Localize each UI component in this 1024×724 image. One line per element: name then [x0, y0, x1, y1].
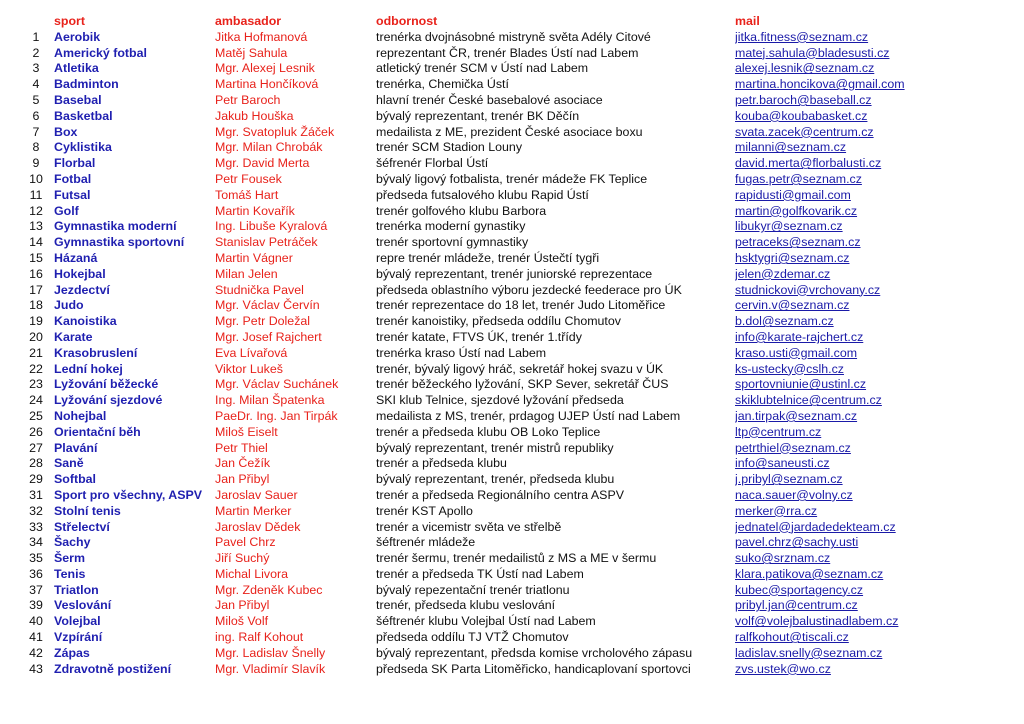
mail-cell — [735, 93, 975, 109]
expertise-text: bývalý reprezentant, trenér BK Děčín — [376, 108, 580, 123]
sport-name: Americký fotbal — [54, 45, 147, 60]
mail-cell — [735, 535, 975, 551]
ambassador-name: Martina Hončíková — [215, 77, 319, 92]
row-number: 39 — [29, 598, 43, 613]
table-row — [22, 535, 975, 551]
ambassador-name: Martin Merker — [215, 503, 292, 518]
ambassador-name: Mgr. Alexej Lesnik — [215, 61, 315, 76]
table-row — [22, 504, 975, 520]
expertise-text: bývalý ligový fotbalista, trenér mádeže FK Teplice — [376, 171, 648, 186]
expertise-text: trenér, předseda klubu veslování — [376, 598, 556, 613]
table-row — [22, 267, 975, 283]
table-row — [22, 393, 975, 409]
expertise-text: trenér, bývalý ligový hráč, sekretář hokej svazu v ÚK — [376, 361, 664, 376]
ambassador-name: Miloš Eiselt — [215, 424, 278, 439]
mail-cell — [735, 393, 975, 409]
email-link[interactable]: pribyl.jan@centrum.cz — [735, 598, 858, 613]
row-number: 17 — [29, 282, 43, 297]
email-link[interactable]: rapidusti@gmail.com — [735, 187, 851, 202]
email-link[interactable]: studnickovi@vrchovany.cz — [735, 282, 881, 297]
row-number: 37 — [29, 582, 43, 597]
email-link[interactable]: jan.tirpak@seznam.cz — [735, 408, 858, 423]
row-number: 10 — [29, 171, 43, 186]
ambassador-table — [22, 14, 975, 677]
row-number: 16 — [29, 266, 43, 281]
email-link[interactable]: ltp@centrum.cz — [735, 424, 822, 439]
row-number: 11 — [29, 187, 43, 202]
row-number: 29 — [29, 472, 43, 487]
email-link[interactable]: sportovniunie@ustinl.cz — [735, 377, 867, 392]
sport-name: Golf — [54, 203, 79, 218]
table-row — [22, 520, 975, 536]
email-link[interactable]: petraceks@seznam.cz — [735, 235, 861, 250]
expertise-text: trenér a předseda klubu OB Loko Teplice — [376, 424, 601, 439]
row-number: 7 — [32, 124, 40, 139]
ambassador-name: Matěj Sahula — [215, 45, 288, 60]
table-row — [22, 77, 975, 93]
row-number: 14 — [29, 235, 43, 250]
table-row — [22, 425, 975, 441]
expertise-text: trenér a předseda klubu — [376, 456, 507, 471]
sport-name: Cyklistika — [54, 140, 112, 155]
expertise-text: trenér a předseda Regionálního centra ASPV — [376, 487, 624, 502]
ambassador-name: Ing. Milan Špatenka — [215, 393, 325, 408]
expertise-text: medailista z MS, trenér, prdagog UJEP Ústí nad Labem — [376, 408, 681, 423]
ambassador-name: Mgr. Josef Rajchert — [215, 329, 322, 344]
mail-cell — [735, 267, 975, 283]
table-row — [22, 472, 975, 488]
table-row — [22, 377, 975, 393]
sport-name: Krasobruslení — [54, 345, 138, 360]
sport-name: Šerm — [54, 551, 85, 566]
table-row — [22, 109, 975, 125]
expertise-text: hlavní trenér České basebalové asociace — [376, 92, 603, 107]
email-link[interactable]: ks-ustecky@cslh.cz — [735, 361, 844, 376]
email-link[interactable]: info@saneusti.cz — [735, 456, 830, 471]
table-row — [22, 93, 975, 109]
ambassador-name: Jitka Hofmanová — [215, 29, 308, 44]
mail-cell — [735, 646, 975, 662]
table-row — [22, 630, 975, 646]
sport-name: Gymnastika moderní — [54, 219, 177, 234]
mail-cell — [735, 283, 975, 299]
expertise-text: trenérka kraso Ústí nad Labem — [376, 345, 547, 360]
row-number: 20 — [29, 329, 43, 344]
mail-cell — [735, 172, 975, 188]
sport-name: Gymnastika sportovní — [54, 235, 185, 250]
row-number: 31 — [29, 487, 43, 502]
email-link[interactable]: volf@volejbalustinadlabem.cz — [735, 614, 899, 629]
row-number: 13 — [29, 219, 43, 234]
sport-name: Plavání — [54, 440, 98, 455]
mail-cell — [735, 551, 975, 567]
email-link[interactable]: ralfkohout@tiscali.cz — [735, 630, 849, 645]
ambassador-name: Pavel Chrz — [215, 535, 276, 550]
email-link[interactable]: b.dol@seznam.cz — [735, 314, 834, 329]
row-number: 15 — [29, 250, 43, 265]
email-link[interactable]: matej.sahula@bladesusti.cz — [735, 45, 890, 60]
ambassador-name: Mgr. Petr Doležal — [215, 314, 311, 329]
email-link[interactable]: kubec@sportagency.cz — [735, 582, 864, 597]
table-row — [22, 456, 975, 472]
mail-cell — [735, 472, 975, 488]
expertise-text: šéftrenér klubu Volejbal Ústí nad Labem — [376, 614, 596, 629]
email-link[interactable]: kouba@koubabasket.cz — [735, 108, 868, 123]
ambassador-name: PaeDr. Ing. Jan Tirpák — [215, 408, 338, 423]
sport-name: Hokejbal — [54, 266, 106, 281]
expertise-text: trenér a vicemistr světa ve střelbě — [376, 519, 562, 534]
expertise-text: předseda SK Parta Litoměřicko, handicaplovaní sportovci — [376, 661, 691, 676]
row-number: 26 — [29, 424, 43, 439]
table-row — [22, 551, 975, 567]
sport-name: Střelectví — [54, 519, 110, 534]
expertise-text: trenér katate, FTVS ÚK, trenér 1.třídy — [376, 329, 582, 344]
sport-name: Lyžování běžecké — [54, 377, 159, 392]
expertise-text: reprezentant ČR, trenér Blades Ústí nad Labem — [376, 45, 639, 60]
email-link[interactable]: hsktygri@seznam.cz — [735, 250, 850, 265]
expertise-text: předseda oblastního výboru jezdecké feederace pro ÚK — [376, 282, 682, 297]
mail-cell — [735, 156, 975, 172]
expertise-text: bývalý reprezentant, trenér, předseda klubu — [376, 472, 615, 487]
table-row — [22, 156, 975, 172]
mail-cell — [735, 77, 975, 93]
sport-name: Volejbal — [54, 614, 101, 629]
row-number: 40 — [29, 614, 43, 629]
row-number: 34 — [29, 535, 43, 550]
mail-cell — [735, 425, 975, 441]
header-expertise: odbornost — [376, 14, 438, 28]
expertise-text: atletický trenér SCM v Ústí nad Labem — [376, 61, 589, 76]
sport-name: Saně — [54, 456, 84, 471]
row-number: 21 — [29, 345, 43, 360]
mail-cell — [735, 409, 975, 425]
row-number: 43 — [29, 661, 43, 676]
email-link[interactable]: j.pribyl@seznam.cz — [735, 472, 843, 487]
email-link[interactable]: alexej.lesnik@seznam.cz — [735, 61, 875, 76]
sport-name: Lyžování sjezdové — [54, 393, 163, 408]
expertise-text: bývalý reprezentant, trenér mistrů republiky — [376, 440, 614, 455]
ambassador-name: Mgr. Václav Červín — [215, 298, 320, 313]
table-row — [22, 188, 975, 204]
table-row — [22, 488, 975, 504]
ambassador-name: Mgr. David Merta — [215, 156, 310, 171]
email-link[interactable]: petr.baroch@baseball.cz — [735, 92, 872, 107]
row-number: 25 — [29, 408, 43, 423]
email-link[interactable]: merker@rra.cz — [735, 503, 818, 518]
row-number: 42 — [29, 645, 43, 660]
table-row — [22, 567, 975, 583]
sport-name: Kanoistika — [54, 314, 117, 329]
ambassador-name: Mgr. Ladislav Šnelly — [215, 645, 326, 660]
ambassador-name: Studnička Pavel — [215, 282, 304, 297]
ambassador-name: Jan Čežík — [215, 456, 271, 471]
ambassador-name: Viktor Lukeš — [215, 361, 283, 376]
sport-name: Futsal — [54, 187, 91, 202]
expertise-text: předseda oddílu TJ VTŽ Chomutov — [376, 630, 569, 645]
row-number: 22 — [29, 361, 43, 376]
row-number: 18 — [29, 298, 43, 313]
email-link[interactable]: kraso.usti@gmail.com — [735, 345, 858, 360]
email-link[interactable]: martina.honcikova@gmail.com — [735, 77, 905, 92]
table-row — [22, 583, 975, 599]
mail-cell — [735, 140, 975, 156]
sport-name: Fotbal — [54, 171, 92, 186]
sport-name: Softbal — [54, 472, 96, 487]
row-number: 19 — [29, 314, 43, 329]
email-link[interactable]: pavel.chrz@sachy.usti — [735, 535, 859, 550]
expertise-text: trenér běžeckého lyžování, SKP Sever, sekretář ČUS — [376, 377, 669, 392]
row-number: 32 — [29, 503, 43, 518]
row-number: 2 — [32, 45, 40, 60]
table-row — [22, 283, 975, 299]
table-row — [22, 125, 975, 141]
ambassador-name: Petr Thiel — [215, 440, 268, 455]
table-row — [22, 346, 975, 362]
expertise-text: předseda futsalového klubu Rapid Ústí — [376, 187, 589, 202]
email-link[interactable]: libukyr@seznam.cz — [735, 219, 843, 234]
table-row — [22, 61, 975, 77]
table-row — [22, 235, 975, 251]
mail-cell — [735, 204, 975, 220]
sport-name: Aerobik — [54, 29, 101, 44]
expertise-text: medailista z ME, prezident České asociace boxu — [376, 124, 643, 139]
expertise-text: repre trenér mládeže, trenér Ústečtí tygři — [376, 250, 600, 265]
mail-cell — [735, 46, 975, 62]
row-number: 1 — [32, 29, 40, 44]
email-link[interactable]: naca.sauer@volny.cz — [735, 487, 853, 502]
email-link[interactable]: jitka.fitness@seznam.cz — [735, 29, 869, 44]
table-row — [22, 140, 975, 156]
row-number: 5 — [32, 92, 40, 107]
mail-cell — [735, 219, 975, 235]
email-link[interactable]: jednatel@jardadedekteam.cz — [735, 519, 896, 534]
ambassador-name: Stanislav Petráček — [215, 235, 318, 250]
expertise-text: bývalý reprezentant, trenér juniorské reprezentace — [376, 266, 653, 281]
table-row — [22, 441, 975, 457]
sport-name: Triatlon — [54, 582, 99, 597]
sport-name: Basebal — [54, 92, 102, 107]
row-number: 12 — [29, 203, 43, 218]
table-row — [22, 204, 975, 220]
mail-cell — [735, 330, 975, 346]
table-row — [22, 330, 975, 346]
ambassador-name: Jaroslav Dědek — [215, 519, 301, 534]
sport-name: Zdravotně postižení — [54, 661, 172, 676]
mail-cell — [735, 456, 975, 472]
expertise-text: bývalý repezentační trenér triatlonu — [376, 582, 570, 597]
email-link[interactable]: david.merta@florbalusti.cz — [735, 156, 882, 171]
header-row — [22, 14, 975, 30]
expertise-text: trenér kanoistiky, předseda oddílu Chomutov — [376, 314, 621, 329]
row-number: 9 — [32, 156, 40, 171]
email-link[interactable]: petrthiel@seznam.cz — [735, 440, 851, 455]
header-sport: sport — [54, 14, 85, 28]
mail-cell — [735, 567, 975, 583]
email-link[interactable]: klara.patikova@seznam.cz — [735, 566, 884, 581]
sport-name: Karate — [54, 329, 93, 344]
mail-cell — [735, 125, 975, 141]
table-row — [22, 314, 975, 330]
table-row — [22, 172, 975, 188]
ambassador-name: Mgr. Václav Suchánek — [215, 377, 339, 392]
row-number: 8 — [32, 140, 40, 155]
expertise-text: trenér šermu, trenér medailistů z MS a ME v šermu — [376, 551, 657, 566]
expertise-text: trenér SCM Stadion Louny — [376, 140, 523, 155]
sport-name: Judo — [54, 298, 84, 313]
mail-cell — [735, 298, 975, 314]
expertise-text: SKI klub Telnice, sjezdové lyžování předseda — [376, 393, 624, 408]
ambassador-name: Jakub Houška — [215, 108, 294, 123]
ambassador-name: Mgr. Svatopluk Žáček — [215, 124, 335, 139]
expertise-text: trenér KST Apollo — [376, 503, 473, 518]
table-row — [22, 598, 975, 614]
table-row — [22, 362, 975, 378]
ambassador-name: Eva Lívařová — [215, 345, 288, 360]
table-row — [22, 298, 975, 314]
ambassador-name: Martin Vágner — [215, 250, 293, 265]
email-link[interactable]: ladislav.snelly@seznam.cz — [735, 645, 883, 660]
mail-cell — [735, 614, 975, 630]
expertise-text: šéftrenér mládeže — [376, 535, 476, 550]
sport-name: Basketbal — [54, 108, 113, 123]
header-ambassador: ambasador — [215, 14, 282, 28]
ambassador-name: Milan Jelen — [215, 266, 278, 281]
email-link[interactable]: cervin.v@seznam.cz — [735, 298, 850, 313]
sport-name: Lední hokej — [54, 361, 123, 376]
table-body — [22, 30, 975, 678]
ambassador-name: Jan Přibyl — [215, 472, 270, 487]
expertise-text: trenérka, Chemička Ústí — [376, 77, 509, 92]
mail-cell — [735, 61, 975, 77]
sport-name: Orientační běh — [54, 424, 141, 439]
header-number — [22, 14, 54, 30]
sport-name: Veslování — [54, 598, 112, 613]
row-number: 27 — [29, 440, 43, 455]
ambassador-name: Mgr. Vladimír Slavík — [215, 661, 326, 676]
mail-cell — [735, 520, 975, 536]
row-number: 35 — [29, 551, 43, 566]
ambassador-name: Tomáš Hart — [215, 187, 279, 202]
row-number: 6 — [32, 108, 40, 123]
table-row — [22, 46, 975, 62]
email-link[interactable]: milanni@seznam.cz — [735, 140, 847, 155]
expertise-text: trenér reprezentace do 18 let, trenér Judo Litoměřice — [376, 298, 666, 313]
ambassador-name: Jiří Suchý — [215, 551, 270, 566]
sport-name: Florbal — [54, 156, 96, 171]
sport-name: Tenis — [54, 566, 86, 581]
mail-cell — [735, 377, 975, 393]
row-number: 28 — [29, 456, 43, 471]
mail-cell — [735, 662, 975, 678]
expertise-text: bývalý reprezentant, předsda komise vrcholového zápasu — [376, 645, 693, 660]
expertise-text: trenér golfového klubu Barbora — [376, 203, 547, 218]
mail-cell — [735, 251, 975, 267]
email-link[interactable]: suko@srznam.cz — [735, 551, 831, 566]
ambassador-name: Miloš Volf — [215, 614, 269, 629]
expertise-text: šéfrenér Florbal Ústí — [376, 156, 489, 171]
ambassador-name: Jan Přibyl — [215, 598, 270, 613]
mail-cell — [735, 504, 975, 520]
table-row — [22, 646, 975, 662]
sport-name: Stolní tenis — [54, 503, 121, 518]
email-link[interactable]: fugas.petr@seznam.cz — [735, 171, 862, 186]
mail-cell — [735, 441, 975, 457]
mail-cell — [735, 488, 975, 504]
mail-cell — [735, 235, 975, 251]
row-number: 36 — [29, 566, 43, 581]
mail-cell — [735, 346, 975, 362]
row-number: 4 — [32, 77, 40, 92]
email-link[interactable]: jelen@zdemar.cz — [735, 266, 831, 281]
row-number: 23 — [29, 377, 43, 392]
table-row — [22, 219, 975, 235]
table-row — [22, 614, 975, 630]
table-row — [22, 662, 975, 678]
email-link[interactable]: info@karate-rajchert.cz — [735, 329, 864, 344]
email-link[interactable]: zvs.ustek@wo.cz — [735, 661, 831, 676]
ambassador-name: ing. Ralf Kohout — [215, 630, 304, 645]
ambassador-name: Michal Livora — [215, 566, 288, 581]
sport-name: Atletika — [54, 61, 99, 76]
sport-name: Jezdectví — [54, 282, 110, 297]
ambassador-name: Mgr. Milan Chrobák — [215, 140, 323, 155]
ambassador-name: Petr Baroch — [215, 92, 281, 107]
ambassador-name: Petr Fousek — [215, 171, 282, 186]
mail-cell — [735, 30, 975, 46]
mail-cell — [735, 598, 975, 614]
mail-cell — [735, 583, 975, 599]
row-number: 3 — [32, 61, 40, 76]
sport-name: Nohejbal — [54, 408, 107, 423]
mail-cell — [735, 109, 975, 125]
row-number: 33 — [29, 519, 43, 534]
sport-name: Šachy — [54, 535, 91, 550]
mail-cell — [735, 188, 975, 204]
ambassador-name: Jaroslav Sauer — [215, 487, 298, 502]
expertise-text: trenérka dvojnásobné mistryně světa Adély Citové — [376, 29, 651, 44]
sport-name: Badminton — [54, 77, 119, 92]
table-row — [22, 30, 975, 46]
sport-name: Vzpírání — [54, 630, 103, 645]
mail-cell — [735, 314, 975, 330]
header-mail: mail — [735, 14, 760, 28]
ambassador-name: Mgr. Zdeněk Kubec — [215, 582, 323, 597]
expertise-text: trenérka moderní gynastiky — [376, 219, 526, 234]
email-link[interactable]: svata.zacek@centrum.cz — [735, 124, 874, 139]
email-link[interactable]: skiklubtelnice@centrum.cz — [735, 393, 882, 408]
row-number: 41 — [29, 630, 43, 645]
sport-name: Házaná — [54, 250, 98, 265]
sport-name: Box — [54, 124, 78, 139]
row-number: 24 — [29, 393, 43, 408]
email-link[interactable]: martin@golfkovarik.cz — [735, 203, 858, 218]
ambassador-name: Martin Kovařík — [215, 203, 295, 218]
expertise-text: trenér a předseda TK Ústí nad Labem — [376, 566, 584, 581]
expertise-text: trenér sportovní gymnastiky — [376, 235, 529, 250]
sport-name: Sport pro všechny, ASPV — [54, 487, 203, 502]
ambassador-name: Ing. Libuše Kyralová — [215, 219, 328, 234]
mail-cell — [735, 630, 975, 646]
table-row — [22, 409, 975, 425]
mail-cell — [735, 362, 975, 378]
table-row — [22, 251, 975, 267]
sport-name: Zápas — [54, 645, 90, 660]
